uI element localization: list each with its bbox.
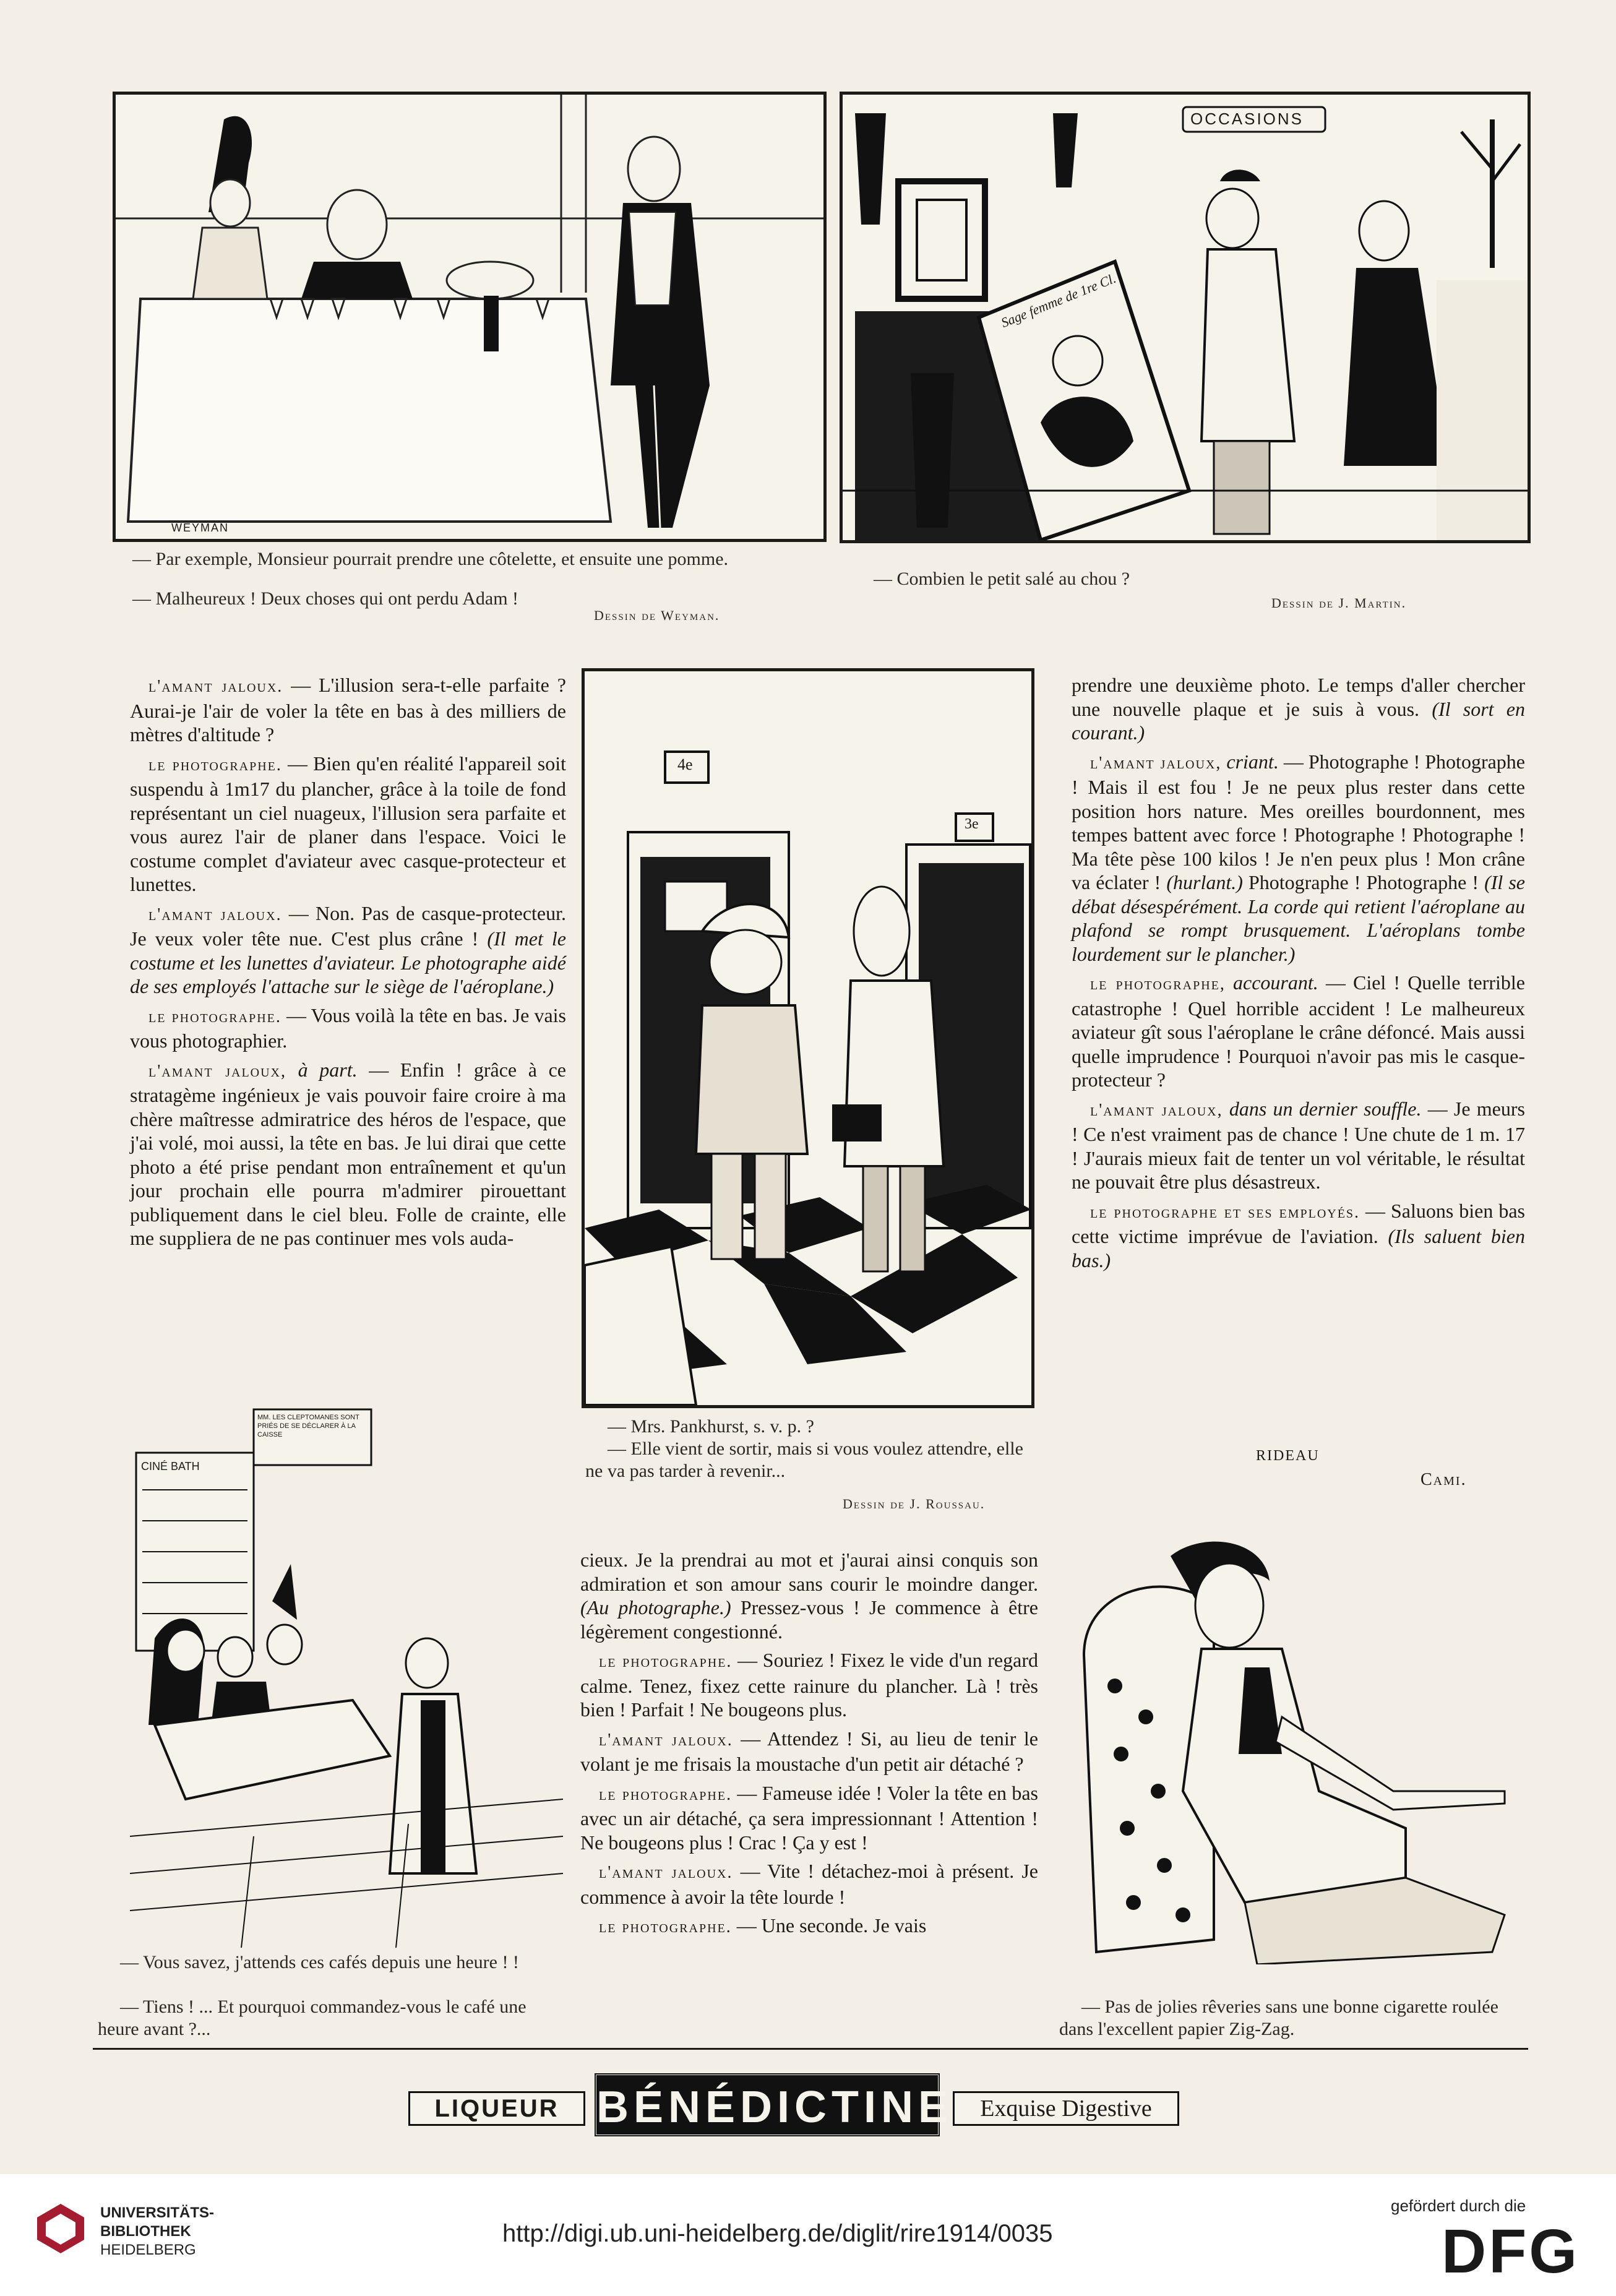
stage-direction: dans un dernier souffle. <box>1223 1097 1422 1120</box>
dialogue-line: — Saluons bien bas cette victime imprévue de l'aviation. <box>1072 1199 1525 1247</box>
university-name-line: BIBLIOTHEK <box>100 2223 191 2240</box>
advert-brand-box <box>594 2073 953 2137</box>
funding-label: gefördert durch die <box>1391 2196 1526 2215</box>
source-url-link[interactable]: http://digi.ub.uni-heidelberg.de/diglit/rire1914/0035 <box>502 2220 1053 2247</box>
author-name: Cami. <box>1420 1470 1467 1489</box>
cartoon-caption-line: — Elle vient de sortir, mais si vous voulez attendre, elle ne va pas tarder à revenir... <box>585 1438 1023 1481</box>
speaker-name: le photographe. <box>599 1652 733 1671</box>
stage-direction: à part. <box>286 1058 358 1081</box>
cartoon-signature: WEYMAN <box>171 522 229 534</box>
stage-direction: (Il se débat désespérément. La corde qui retient l'aéroplane au plafond se rompt brusquement. L'aéroplans tombe lourdement sur le plancher.) <box>1072 871 1526 965</box>
university-name-line: HEIDELBERG <box>100 2242 196 2258</box>
speaker-name: le photographe. <box>599 1917 732 1937</box>
cartoon-caption: — Pas de jolies rêveries sans une bonne cigarette roulée dans l'excellent papier Zig-Zag. <box>1059 1997 1498 2039</box>
stage-direction: (Ils saluent bien bas.) <box>1072 1225 1526 1271</box>
cartoon-zigzag <box>1059 1531 1529 1964</box>
cartoon-caption-line: — Mrs. Pankhurst, s. v. p. ? <box>608 1416 814 1437</box>
advert-liqueur: LIQUEUR <box>434 2095 559 2122</box>
cartoon-restaurant <box>113 92 827 542</box>
cartoon-caption-line: — Malheureux ! Deux choses qui ont perdu Adam ! <box>132 588 519 609</box>
dialogue-line: prendre une deuxième photo. Le temps d'aller chercher une nouvelle plaque et je suis à vous. <box>1072 674 1525 720</box>
text-column-2 <box>580 1548 1038 1945</box>
cartoon-shop <box>840 92 1531 543</box>
dialogue-line: — Non. Pas de casque-protecteur. Je veux voler tête nue. C'est plus crâne ! <box>130 901 567 950</box>
cafe-menu-board: CINÉ BATH <box>141 1460 200 1473</box>
room-number: 3e <box>965 816 979 832</box>
speaker-name: l'amant jaloux. <box>599 1730 733 1750</box>
text-column-1 <box>130 673 566 1255</box>
dialogue-line: — Fameuse idée ! Voler la tête en bas avec un air détaché, ça sera impressionnant ! Attention ! Ne bougeons plus ! Crac ! Ça y est ! <box>580 1781 1038 1854</box>
cartoon-caption-line: — Par exemple, Monsieur pourrait prendre une côtelette, et ensuite une pomme. <box>132 549 729 569</box>
stage-direction: criant. <box>1221 750 1279 773</box>
cafe-sign: MM. LES CLEPTOMANES SONT PRIÉS DE SE DÉCLARER À LA CAISSE <box>257 1414 359 1438</box>
speaker-name: le photographe, <box>1090 974 1226 994</box>
speaker-name: le photographe. <box>148 755 282 775</box>
divider-line <box>93 2048 1528 2050</box>
dialogue-line: — Je meurs ! Ce n'est vraiment pas de chance ! Une chute de 1 m. 17 ! J'aurais mieux fait de tenter un vol véritable, le résultat ne pouvait être plus désastreux. <box>1072 1097 1525 1193</box>
stage-direction: (Il sort en courant.) <box>1072 697 1526 744</box>
dialogue-line: — Une seconde. Je vais <box>731 1914 927 1937</box>
advert-brand: BÉNÉDICTINE <box>596 2083 953 2132</box>
dialogue-line: — Souriez ! Fixez le vide d'un regard calme. Tenez, fixez cette rainure du plancher. Là ! très bien ! Parfait ! Ne bougeons plus. <box>580 1649 1038 1721</box>
speaker-name: le photographe. <box>599 1784 733 1804</box>
room-number: 4e <box>677 755 693 773</box>
stage-direction: (hurlant.) <box>1166 871 1243 893</box>
curtain-label: RIDEAU <box>1256 1448 1320 1464</box>
dialogue-line: — Ciel ! Quelle terrible catastrophe ! Quel horrible accident ! Le malheureux aviateur gît sous l'aéroplane le crâne défoncé. Mais aussi quelle imprudence ! Pourquoi n'avoir pas mis le casque-protecteur ? <box>1072 971 1526 1091</box>
stage-direction: (Il met le costume et les lunettes d'aviateur. Le photographe aidé de ses employés l'attache sur le siège de l'aéroplane.) <box>130 927 567 997</box>
advert-left-label <box>408 2091 585 2126</box>
dialogue-line: — Bien qu'en réalité l'appareil soit suspendu à 1m17 du plancher, grâce à la toile de fond représentant un ciel nuageux, l'illusion sera parfaite et vous aurez l'air de planer dans l'espace. Voici le costume complet d'aviateur avec casque-protecteur et lunettes. <box>130 752 566 895</box>
speaker-name: l'amant jaloux, <box>148 1061 286 1081</box>
cartoon-caption-line: — Tiens ! ... Et pourquoi commandez-vous le café une heure avant ?... <box>98 1997 526 2039</box>
dialogue-line: — Attendez ! Si, au lieu de tenir le volant je me frisais la moustache d'un petit air détaché ? <box>580 1727 1038 1775</box>
dfg-logo: DFG <box>1442 2217 1580 2286</box>
speaker-name: l'amant jaloux. <box>148 905 282 924</box>
cartoon-caption-line: — Vous savez, j'attends ces cafés depuis une heure ! ! <box>120 1952 519 1972</box>
university-logo-icon <box>32 2200 89 2257</box>
speaker-name: l'amant jaloux. <box>148 677 283 696</box>
speaker-name: l'amant jaloux, <box>1090 1100 1223 1120</box>
stage-direction: accourant. <box>1225 971 1318 994</box>
dialogue-line: — L'illusion sera-t-elle parfaite ? Aurai-je l'air de voler la tête en bas à des milliers de mètres d'altitude ? <box>130 674 566 746</box>
cartoon-cafe <box>130 1403 563 1948</box>
advert-digestive: Exquise Digestive <box>980 2096 1152 2122</box>
university-name-line: UNIVERSITÄTS- <box>100 2204 215 2221</box>
cartoon-caption: — Combien le petit salé au chou ? <box>874 569 1130 589</box>
shop-sign: OCCASIONS <box>1190 110 1304 128</box>
speaker-name: le photographe. <box>148 1007 282 1026</box>
dialogue-line: — Vite ! détachez-moi à présent. Je commence à avoir la tête lourde ! <box>580 1860 1038 1908</box>
dialogue-line: — Enfin ! grâce à ce stratagème ingénieux je vais pouvoir faire croire à ma chère maîtresse admiratrice des héros de l'espace, que j'ai volé, moi aussi, la tête en bas. Je lui dirai que cette photo a été prise pendant mon entraînement et qu'un jour prochain elle pourra m'admirer pirouettant publiquement dans le ciel bleu. Folle de crainte, elle me suppliera de ne pas continuer mes vols auda- <box>130 1058 567 1249</box>
footer-bar <box>0 2174 1616 2296</box>
speaker-name: l'amant jaloux. <box>599 1863 733 1882</box>
cartoon-credit: Dessin de J. Martin. <box>1271 595 1407 611</box>
dialogue-line: Photographe ! Photographe ! <box>1242 871 1485 893</box>
shop-tag: Sage femme de 1re Cl. <box>999 270 1119 331</box>
cartoon-credit: Dessin de J. Roussau. <box>843 1496 986 1511</box>
stage-direction: (Au photographe.) <box>580 1596 731 1619</box>
dialogue-line: cieux. Je la prendrai au mot et j'aurai ainsi conquis son admiration et son amour sans courir le moindre danger. <box>580 1549 1038 1595</box>
cartoon-credit: Dessin de Weyman. <box>594 608 720 623</box>
advert-right-label <box>953 2091 1179 2126</box>
dialogue-line: — Vous voilà la tête en bas. Je vais vous photographier. <box>130 1004 566 1052</box>
university-name <box>100 2204 214 2259</box>
speaker-name: l'amant jaloux, <box>1090 753 1222 773</box>
dialogue-line: Pressez-vous ! Je commence à être légèrement congestionné. <box>580 1596 1039 1643</box>
advert-banner <box>408 2073 1262 2141</box>
speaker-name: le photographe et ses employés. <box>1090 1202 1360 1222</box>
text-column-3 <box>1072 673 1525 1277</box>
dialogue-line: — Photographe ! Photographe ! Mais il est fou ! Je ne peux plus rester dans cette position hors nature. Mes oreilles bourdonnent, mes tempes battent avec force ! Photographe ! Photographe ! Ma tête pèse 100 kilos ! Je n'en peux plus ! Mon crâne va éclater ! <box>1072 750 1526 893</box>
cartoon-hotel <box>582 668 1034 1408</box>
